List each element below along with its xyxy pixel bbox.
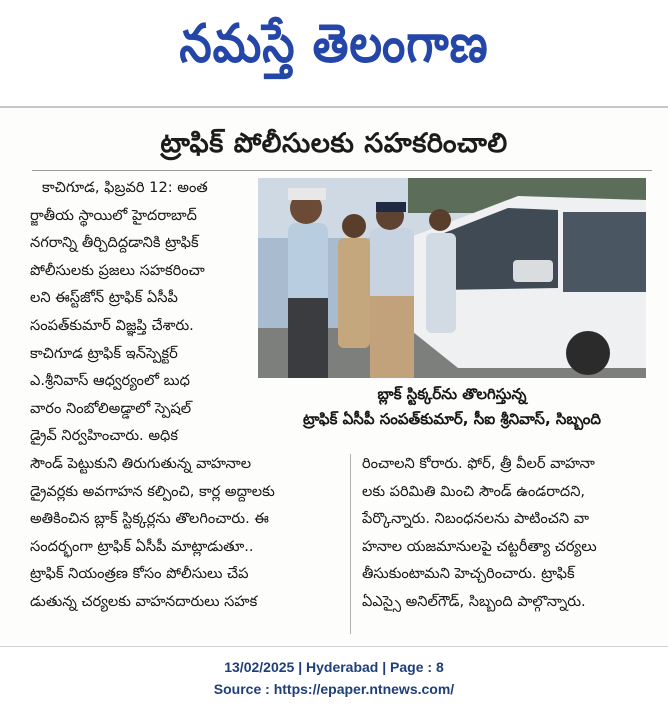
article-line: సౌండ్ పెట్టుకుని తిరుగుతున్న వాహనాల bbox=[30, 455, 252, 472]
article-line: డ్రైవర్లకు అవగాహన కల్పించి, కార్ల అద్దాలకు bbox=[30, 482, 275, 500]
article-line: తీసుకుంటామని హెచ్చరించారు. ట్రాఫిక్ bbox=[362, 565, 575, 583]
masthead bbox=[0, 0, 668, 100]
article-line: నగరాన్ని తీర్చిదిద్దడానికి ట్రాఫిక్ bbox=[30, 234, 199, 252]
article-bottom-left-column bbox=[30, 450, 342, 616]
article-line: కాచిగూడ, ఫిబ్రవరి 12: అంత bbox=[42, 179, 208, 196]
article-line: ర్జాతీయ స్థాయిలో హైదరాబాద్ bbox=[30, 206, 197, 224]
headline-rule bbox=[32, 170, 652, 171]
photo-caption bbox=[258, 382, 646, 432]
article-left-column bbox=[30, 174, 258, 450]
article-line: లకు పరిమితి మించి సౌండ్ ఉండరాదని, bbox=[362, 482, 586, 500]
newspaper-title: నమస్తే తెలంగాణ bbox=[179, 12, 489, 75]
article-line: పేర్కొన్నారు. నిబంధనలను పాటించని వా bbox=[362, 510, 590, 528]
source-link[interactable]: Source : https://epaper.ntnews.com/ bbox=[213, 681, 455, 697]
news-clipping bbox=[0, 108, 668, 645]
article-line: హనాల యజమానులపై చట్టరీత్యా చర్యలు bbox=[362, 537, 597, 555]
article-line: డ్రైవ్ నిర్వహించారు. అధిక bbox=[30, 427, 178, 445]
article-line: ట్రాఫిక్ నియంత్రణ కోసం పోలీసులు చేప bbox=[30, 565, 249, 583]
article-line: రించాలని కోరారు. ఫోర్, త్రీ వీలర్ వాహనా bbox=[362, 455, 595, 472]
article-headline: ట్రాఫిక్ పోలీసులకు సహకరించాలి bbox=[160, 128, 508, 159]
article-line: సంపత్‌కుమార్ విజ్ఞప్తి చేశారు. bbox=[30, 316, 194, 334]
article-line: అతికించిన బ్లాక్ స్టిక్కర్లను తొలగించారు. ఈ bbox=[30, 510, 269, 528]
article-line: పోలీసులకు ప్రజలు సహకరించా bbox=[30, 261, 205, 279]
footer-divider bbox=[0, 646, 668, 647]
article-line: లని ఈస్ట్‌జోన్ ట్రాఫిక్ ఏసీపీ bbox=[30, 289, 178, 307]
column-divider bbox=[350, 454, 351, 634]
article-line: డుతున్న చర్యలకు వాహనదారులు సహక bbox=[30, 592, 258, 610]
article-line: ఏఎస్సై అనిల్‌గౌడ్, సిబ్బంది పాల్గొన్నారు. bbox=[362, 592, 586, 610]
edition-info: 13/02/2025 | Hyderabad | Page : 8 bbox=[224, 659, 444, 675]
article-line: సందర్భంగా ట్రాఫిక్ ఏసీపీ మాట్లాడుతూ.. bbox=[30, 537, 254, 555]
article-bottom-right-column bbox=[362, 450, 652, 616]
article-line: కాచిగూడ ట్రాఫిక్ ఇన్‌స్పెక్టర్ bbox=[30, 344, 178, 362]
article-line: ఎ.శ్రీనివాస్ ఆధ్వర్యంలో బుధ bbox=[30, 372, 190, 390]
page-footer bbox=[0, 656, 668, 700]
article-line: వారం నింబోలిఅడ్డాలో స్పెషల్ bbox=[30, 399, 192, 417]
caption-line: బ్లాక్ స్టిక్కర్‌ను తొలగిస్తున్న bbox=[377, 385, 527, 403]
news-photo bbox=[258, 178, 646, 378]
police-vehicle-photo bbox=[258, 178, 646, 378]
caption-line: ట్రాఫిక్ ఏసీపీ సంపత్‌కుమార్, సీఐ శ్రీనివాస్, సిబ్బంది bbox=[303, 410, 601, 428]
